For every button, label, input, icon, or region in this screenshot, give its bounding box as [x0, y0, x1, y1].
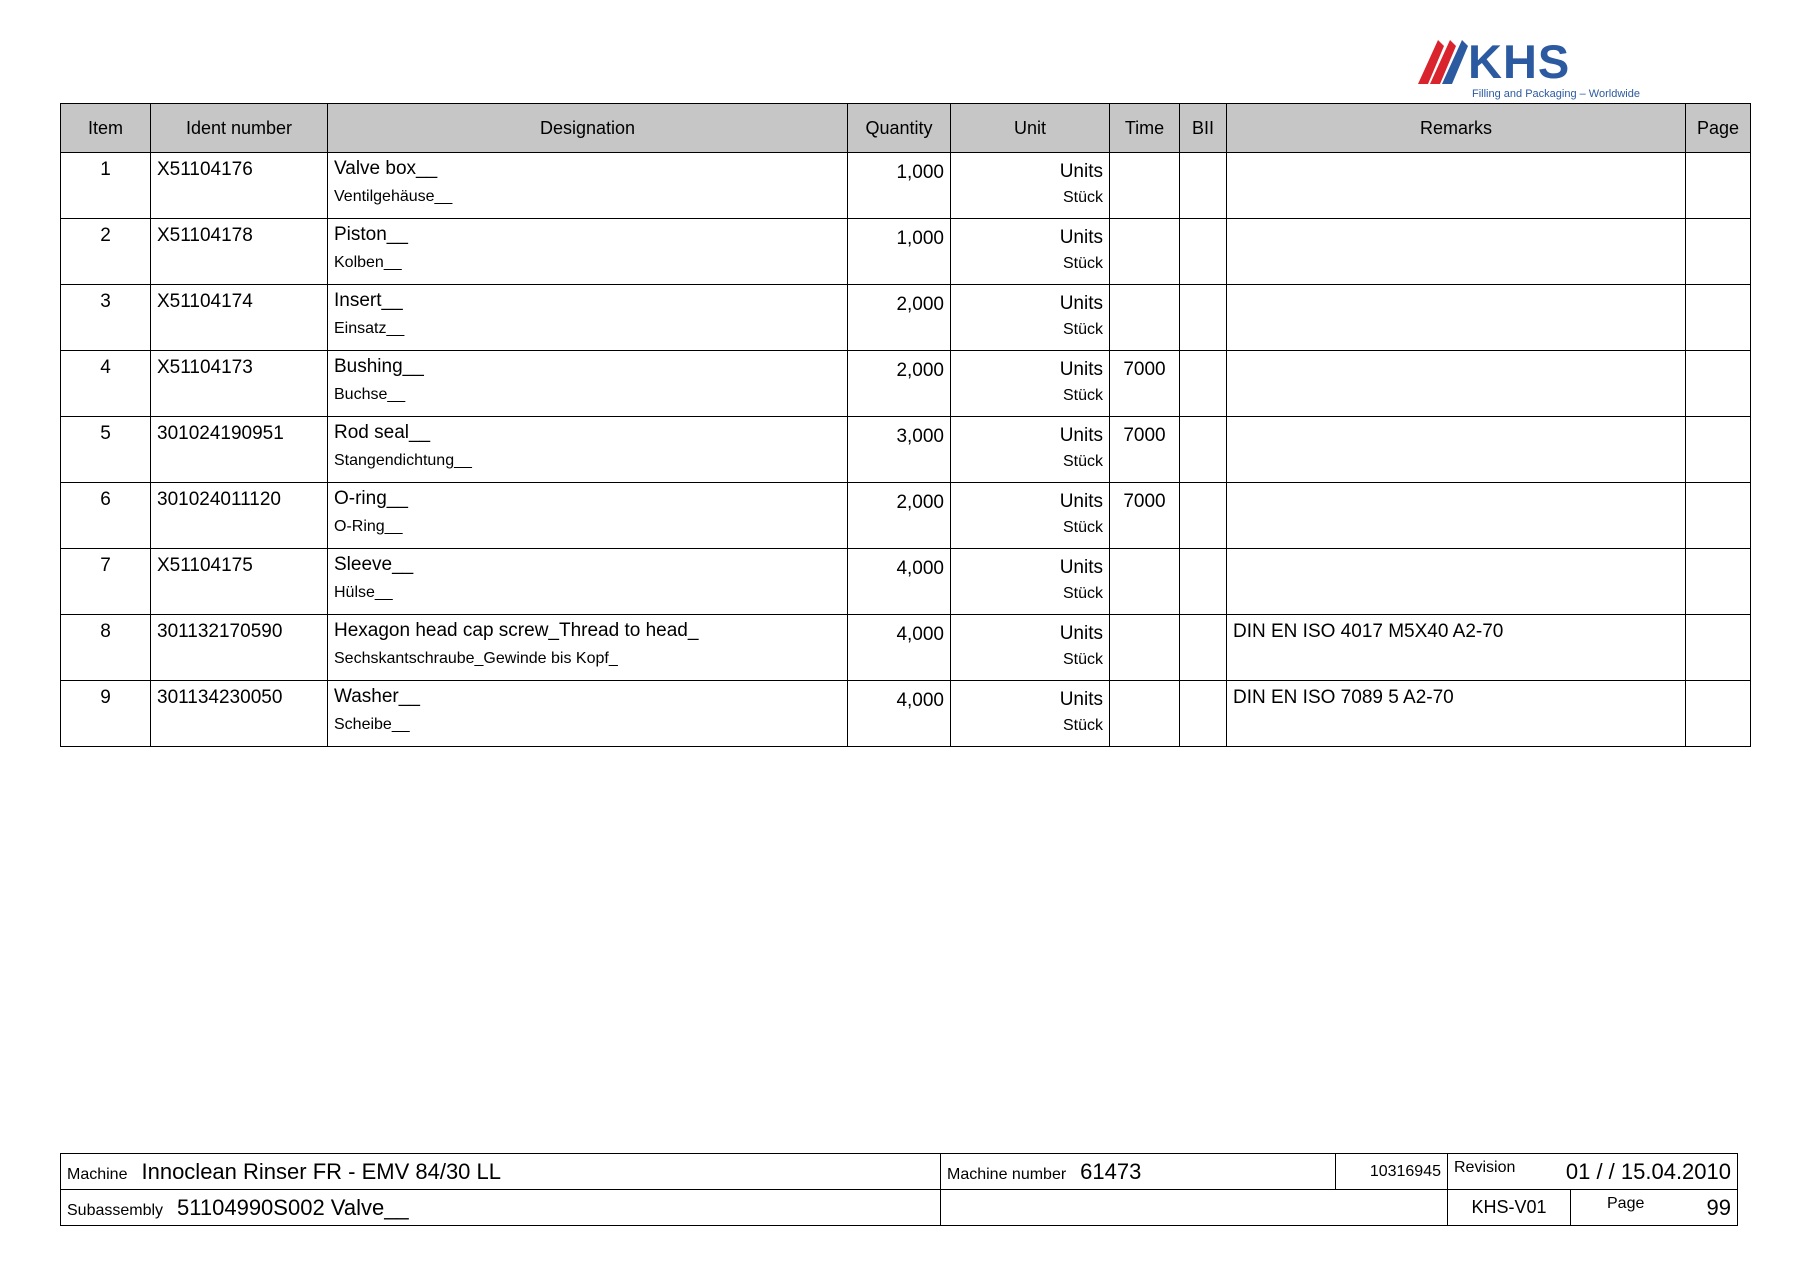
- designation-de: Buchse__: [334, 386, 406, 403]
- cell-unit: [951, 219, 1110, 285]
- table-row: [61, 153, 1751, 219]
- cell-bii: [1180, 153, 1227, 219]
- cell-item: 1: [61, 153, 151, 219]
- cell-time: [1110, 153, 1180, 219]
- table-row: [61, 351, 1751, 417]
- cell-remarks: [1227, 351, 1686, 417]
- cell-ident-number: X51104176: [151, 153, 328, 219]
- designation-en: Insert__: [334, 290, 403, 311]
- cell-designation: [328, 153, 848, 219]
- khs-logo: [1418, 35, 1640, 106]
- footer-title-block: [60, 1153, 1738, 1226]
- cell-quantity: 2,000: [848, 285, 951, 351]
- designation-en: Sleeve__: [334, 554, 414, 575]
- cell-ident-number: 301024190951: [151, 417, 328, 483]
- footer-machine-cell: [61, 1154, 941, 1190]
- cell-ident-number: 301134230050: [151, 681, 328, 747]
- col-header-unit: Unit: [951, 104, 1110, 153]
- cell-time: [1110, 549, 1180, 615]
- cell-designation: [328, 615, 848, 681]
- parts-table: [60, 103, 1751, 747]
- standard-code: KHS-V01: [1471, 1197, 1547, 1217]
- cell-unit: [951, 681, 1110, 747]
- revision-value: 01 / / 15.04.2010: [1565, 1158, 1731, 1184]
- unit-de: Stück: [1062, 651, 1103, 668]
- cell-page: [1686, 351, 1751, 417]
- col-header-designation: Designation: [328, 104, 848, 153]
- cell-remarks: [1227, 483, 1686, 549]
- cell-unit: [951, 615, 1110, 681]
- unit-de: Stück: [1062, 321, 1103, 338]
- unit-en: Units: [1059, 491, 1103, 512]
- unit-en: Units: [1059, 161, 1103, 182]
- designation-en: Valve box__: [334, 158, 438, 179]
- designation-en: Washer__: [334, 686, 420, 707]
- col-header-remarks: Remarks: [1227, 104, 1686, 153]
- footer-machine-number-cell: [941, 1154, 1336, 1190]
- cell-time: [1110, 285, 1180, 351]
- cell-time: [1110, 615, 1180, 681]
- unit-en: Units: [1059, 293, 1103, 314]
- cell-item: 4: [61, 351, 151, 417]
- designation-en: Piston__: [334, 224, 408, 245]
- footer-row-subassembly: [61, 1190, 1738, 1226]
- cell-ident-number: 301024011120: [151, 483, 328, 549]
- table-row: [61, 219, 1751, 285]
- cell-bii: [1180, 483, 1227, 549]
- designation-en: Rod seal__: [334, 422, 431, 443]
- cell-unit: [951, 483, 1110, 549]
- cell-item: 5: [61, 417, 151, 483]
- cell-unit: [951, 153, 1110, 219]
- page-value: 99: [1706, 1194, 1731, 1220]
- designation-de: Hülse__: [334, 584, 393, 601]
- machine-number-value: 61473: [1080, 1158, 1142, 1184]
- designation-de: Einsatz__: [334, 320, 405, 337]
- table-row: [61, 615, 1751, 681]
- cell-quantity: 3,000: [848, 417, 951, 483]
- col-header-page: Page: [1686, 104, 1751, 153]
- cell-page: [1686, 483, 1751, 549]
- cell-ident-number: X51104175: [151, 549, 328, 615]
- designation-en: Hexagon head cap screw_Thread to head_: [334, 620, 699, 641]
- revision-label: Revision: [1454, 1158, 1516, 1176]
- cell-page: [1686, 549, 1751, 615]
- footer-revision-cell: [1448, 1154, 1738, 1190]
- designation-de: Kolben__: [334, 254, 402, 271]
- col-header-ident: Ident number: [151, 104, 328, 153]
- khs-logo-mark-icon: [1418, 40, 1468, 84]
- col-header-bii: BII: [1180, 104, 1227, 153]
- cell-designation: [328, 483, 848, 549]
- table-row: [61, 681, 1751, 747]
- cell-remarks: [1227, 285, 1686, 351]
- cell-ident-number: X51104174: [151, 285, 328, 351]
- designation-en: Bushing__: [334, 356, 424, 377]
- cell-page: [1686, 417, 1751, 483]
- cell-item: 9: [61, 681, 151, 747]
- cell-item: 6: [61, 483, 151, 549]
- unit-de: Stück: [1062, 585, 1103, 602]
- page-label: Page: [1607, 1194, 1645, 1212]
- footer-empty-cell: [941, 1190, 1448, 1226]
- footer-subassembly-cell: [61, 1190, 941, 1226]
- cell-designation: [328, 417, 848, 483]
- logo-brand: KHS: [1468, 35, 1571, 88]
- unit-en: Units: [1059, 557, 1103, 578]
- cell-page: [1686, 219, 1751, 285]
- cell-designation: [328, 219, 848, 285]
- col-header-quantity: Quantity: [848, 104, 951, 153]
- cell-designation: [328, 351, 848, 417]
- cell-bii: [1180, 351, 1227, 417]
- designation-de: Scheibe__: [334, 716, 410, 733]
- cell-quantity: 4,000: [848, 681, 951, 747]
- footer-row-machine: [61, 1154, 1738, 1190]
- subassembly-value: 51104990S002 Valve__: [177, 1194, 409, 1220]
- designation-de: O-Ring__: [334, 518, 403, 535]
- cell-remarks: DIN EN ISO 4017 M5X40 A2-70: [1227, 615, 1686, 681]
- cell-quantity: 1,000: [848, 153, 951, 219]
- logo-tagline: Filling and Packaging – Worldwide: [1472, 88, 1640, 100]
- cell-time: [1110, 219, 1180, 285]
- cell-designation: [328, 549, 848, 615]
- unit-en: Units: [1059, 227, 1103, 248]
- cell-bii: [1180, 219, 1227, 285]
- cell-page: [1686, 153, 1751, 219]
- cell-item: 7: [61, 549, 151, 615]
- cell-designation: [328, 285, 848, 351]
- cell-page: [1686, 285, 1751, 351]
- unit-en: Units: [1059, 689, 1103, 710]
- cell-quantity: 2,000: [848, 351, 951, 417]
- cell-ident-number: 301132170590: [151, 615, 328, 681]
- table-row: [61, 417, 1751, 483]
- cell-quantity: 1,000: [848, 219, 951, 285]
- cell-designation: [328, 681, 848, 747]
- cell-bii: [1180, 417, 1227, 483]
- cell-item: 3: [61, 285, 151, 351]
- table-header-row: [61, 104, 1751, 153]
- cell-quantity: 4,000: [848, 549, 951, 615]
- footer-page-cell: [1571, 1190, 1738, 1226]
- cell-time: 7000: [1110, 417, 1180, 483]
- designation-en: O-ring__: [334, 488, 408, 509]
- machine-label: Machine: [67, 1165, 128, 1183]
- unit-de: Stück: [1062, 717, 1103, 734]
- footer-standard-cell: [1448, 1190, 1571, 1226]
- cell-ident-number: X51104178: [151, 219, 328, 285]
- cell-remarks: [1227, 417, 1686, 483]
- cell-item: 2: [61, 219, 151, 285]
- designation-de: Sechskantschraube_Gewinde bis Kopf_: [334, 650, 618, 667]
- cell-remarks: [1227, 219, 1686, 285]
- designation-de: Stangendichtung__: [334, 452, 472, 469]
- unit-en: Units: [1059, 425, 1103, 446]
- cell-bii: [1180, 549, 1227, 615]
- machine-value: Innoclean Rinser FR - EMV 84/30 LL: [141, 1158, 501, 1184]
- unit-de: Stück: [1062, 519, 1103, 536]
- cell-time: 7000: [1110, 351, 1180, 417]
- cell-remarks: [1227, 153, 1686, 219]
- unit-de: Stück: [1062, 255, 1103, 272]
- subassembly-label: Subassembly: [67, 1201, 164, 1219]
- cell-unit: [951, 285, 1110, 351]
- cell-quantity: 4,000: [848, 615, 951, 681]
- cell-ident-number: X51104173: [151, 351, 328, 417]
- designation-de: Ventilgehäuse__: [334, 188, 453, 205]
- table-row: [61, 549, 1751, 615]
- unit-de: Stück: [1062, 387, 1103, 404]
- unit-de: Stück: [1062, 189, 1103, 206]
- cell-quantity: 2,000: [848, 483, 951, 549]
- machine-number-label: Machine number: [947, 1165, 1067, 1183]
- col-header-time: Time: [1110, 104, 1180, 153]
- unit-en: Units: [1059, 359, 1103, 380]
- footer-doc-number-cell: [1336, 1154, 1448, 1190]
- cell-time: [1110, 681, 1180, 747]
- col-header-item: Item: [61, 104, 151, 153]
- cell-unit: [951, 351, 1110, 417]
- doc-number: 10316945: [1369, 1162, 1441, 1180]
- cell-unit: [951, 549, 1110, 615]
- cell-item: 8: [61, 615, 151, 681]
- cell-page: [1686, 615, 1751, 681]
- cell-bii: [1180, 681, 1227, 747]
- cell-page: [1686, 681, 1751, 747]
- cell-bii: [1180, 285, 1227, 351]
- cell-remarks: [1227, 549, 1686, 615]
- cell-unit: [951, 417, 1110, 483]
- unit-de: Stück: [1062, 453, 1103, 470]
- table-row: [61, 285, 1751, 351]
- cell-remarks: DIN EN ISO 7089 5 A2-70: [1227, 681, 1686, 747]
- unit-en: Units: [1059, 623, 1103, 644]
- cell-time: 7000: [1110, 483, 1180, 549]
- cell-bii: [1180, 615, 1227, 681]
- table-row: [61, 483, 1751, 549]
